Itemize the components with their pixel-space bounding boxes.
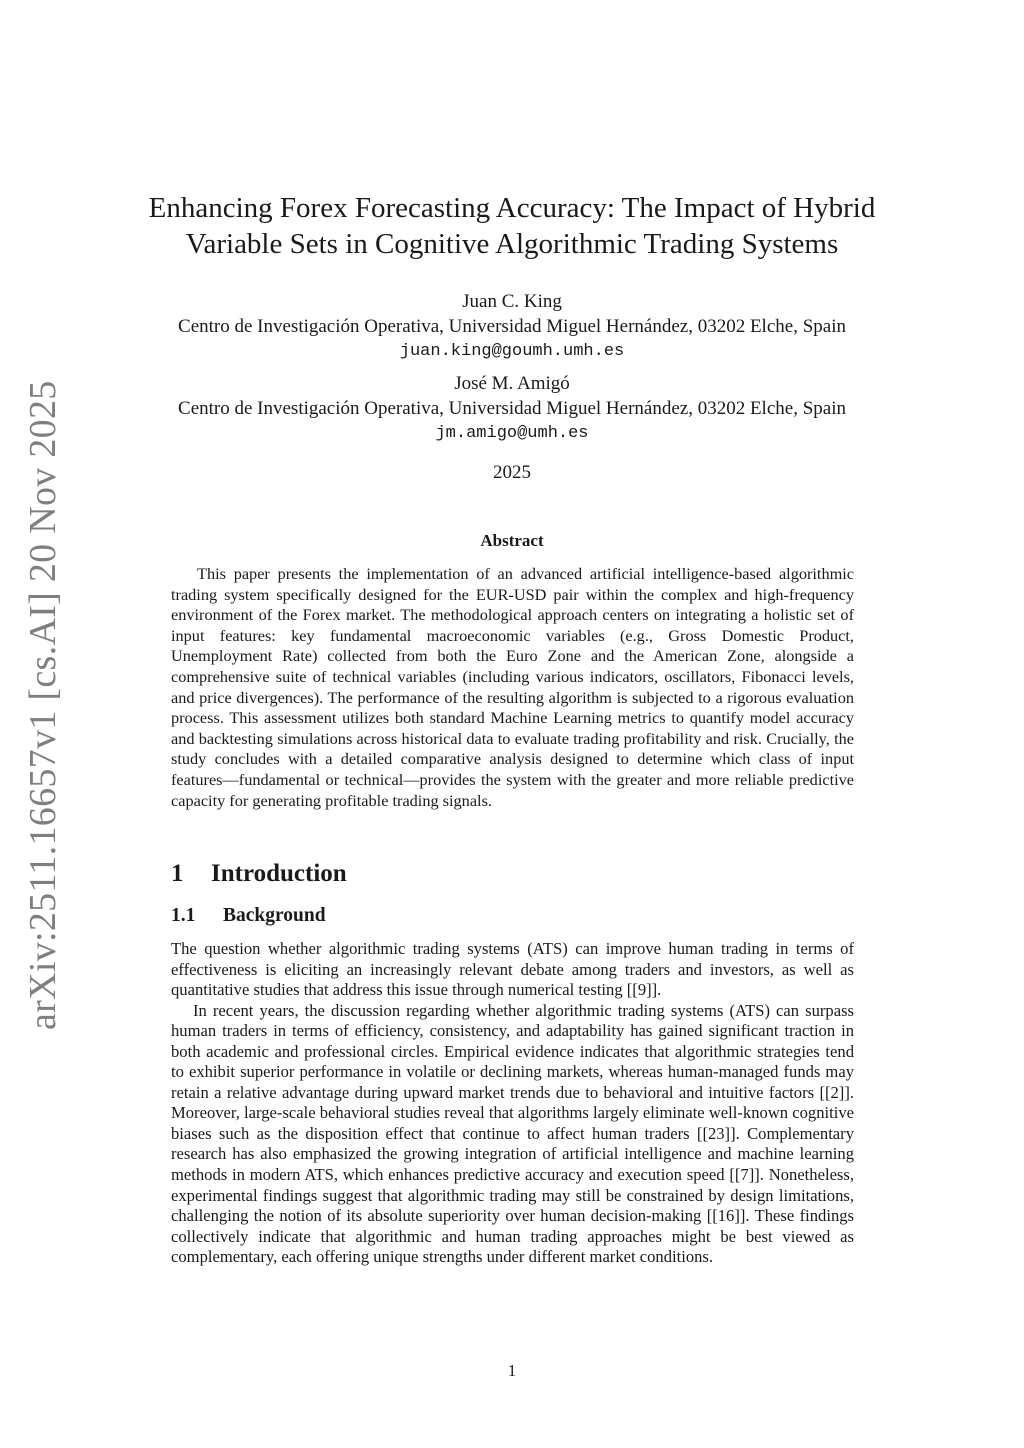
abstract-text: This paper presents the implementation of an advanced artificial intelligence-based algorithmic trading system specifically designed for the EUR-USD pair within the complex and high-frequency environment of the Forex market. The methodological approach centers on integrating a holistic set of input features: key fundamental macroeconomic variables (e.g., Gross Domestic Product, Unemployment Rate) collected from both the Euro Zone and the American Zone, alongside a comprehensive suite of technical variables (including various indicators, oscillators, Fibonacci levels, and price divergences). The performance of the resulting algorithm is subjected to a rigorous evaluation process. This assessment utilizes both standard Machine Learning metrics to quantify model accuracy and backtesting simulations across historical data to evaluate trading profitability and risk. Crucially, the study concludes with a detailed comparative analysis designed to determine which class of input features—fundamental or technical—provides the system with the greater and more reliable predictive capacity for generating profitable trading signals. xyxy=(171,564,854,810)
author-name: José M. Amigó xyxy=(454,373,570,394)
section-body xyxy=(171,939,854,1268)
author-affiliation: Centro de Investigación Operativa, Universidad Miguel Hernández, 03202 Elche, Spain xyxy=(178,398,846,419)
author-email[interactable]: jm.amigo@umh.es xyxy=(435,424,589,443)
page-number: 1 xyxy=(507,1361,517,1380)
subsection-heading xyxy=(171,903,326,929)
paper-title-line-2: Variable Sets in Cognitive Algorithmic Trading Systems xyxy=(185,228,839,260)
author-block xyxy=(112,289,912,364)
body-paragraph: In recent years, the discussion regarding whether algorithmic trading systems (ATS) can surpass human traders in terms of efficiency, consistency, and adaptability has gained significant traction in both academic and professional circles. Empirical evidence indicates that algorithmic strategies tend to exhibit superior performance in volatile or declining markets, whereas human-managed funds may retain a relative advantage during upward market trends due to behavioral and intuitive factors [[2]]. Moreover, large-scale behavioral studies reveal that algorithms largely eliminate well-known cognitive biases such as the disposition effect that continue to affect human traders [[23]]. Complementary research has also emphasized the growing integration of artificial intelligence and machine learning methods in modern ATS, which enhances predictive accuracy and execution speed [[7]]. Nonetheless, experimental findings suggest that algorithmic trading may still be constrained by design limitations, challenging the notion of its absolute superiority over human decision-making [[16]]. These findings collectively indicate that algorithmic and human trading approaches might be best viewed as complementary, each offering unique strengths under different market conditions. xyxy=(171,1000,854,1267)
subsection-title: Background xyxy=(223,905,326,926)
author-block xyxy=(112,371,912,446)
body-paragraph: The question whether algorithmic trading systems (ATS) can improve human trading in terms of effectiveness is eliciting an increasingly relevant debate among traders and investors, as well as quantitative studies that address this issue through numerical testing [[9]]. xyxy=(171,939,854,1000)
author-email[interactable]: juan.king@goumh.umh.es xyxy=(399,342,625,361)
section-heading xyxy=(171,858,347,890)
arxiv-identifier: arXiv:2511.16657v1 [cs.AI] 20 Nov 2025 xyxy=(22,380,64,1030)
author-name: Juan C. King xyxy=(462,291,562,312)
abstract-heading: Abstract xyxy=(480,531,544,550)
paper-title-line-1: Enhancing Forex Forecasting Accuracy: The Impact of Hybrid xyxy=(148,192,876,224)
paper-title xyxy=(120,190,904,262)
publication-date: 2025 xyxy=(493,462,531,483)
section-title: Introduction xyxy=(211,860,347,887)
author-affiliation: Centro de Investigación Operativa, Universidad Miguel Hernández, 03202 Elche, Spain xyxy=(178,316,846,337)
section-number: 1 xyxy=(171,860,184,887)
subsection-number: 1.1 xyxy=(171,905,196,926)
